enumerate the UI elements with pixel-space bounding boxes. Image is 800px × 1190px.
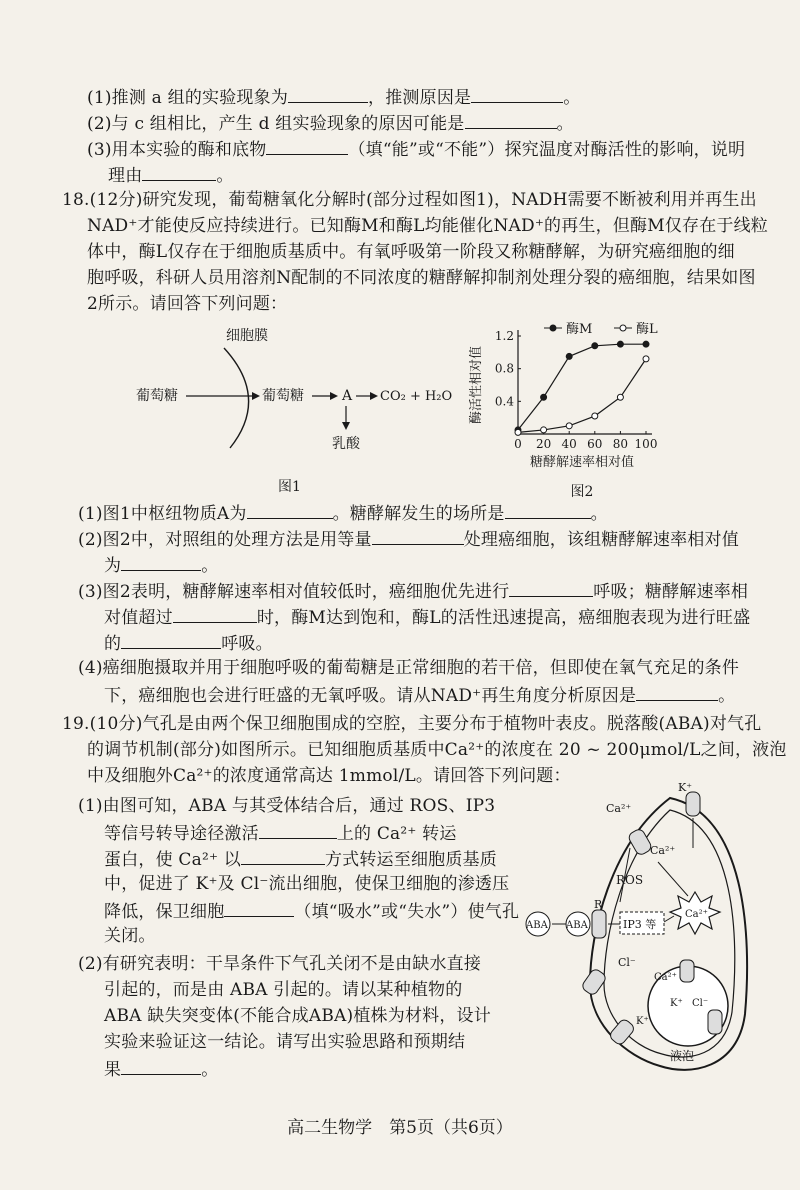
q18-sub3 [78,578,748,604]
text: 果 [104,1060,122,1080]
y-tick-label: 0.4 [494,394,514,409]
text: 降低，保卫细胞 [104,902,225,922]
legend-label: 酶L [636,322,658,337]
legend-marker [550,325,556,331]
text: (1)由图可知，ABA 与其受体结合后，通过 ROS、IP3 [78,796,496,816]
q18-sub4-cont [104,682,735,708]
text: 。 [201,1060,219,1080]
q19-sub2-l4 [104,1030,465,1054]
cl-vac-label: Cl⁻ [692,998,709,1009]
text: 呼吸。 [221,634,273,654]
figure-2-caption: 图2 [570,484,594,500]
ros-label: ROS [616,873,644,887]
text: (3)用本实验的酶和底物 [87,140,267,160]
ca-center-label: Ca²⁺ [685,909,708,920]
arrow-ip3 [664,916,674,922]
q18-line-2 [87,214,768,238]
data-point [643,341,649,347]
text: 下，癌细胞也会进行旺盛的无氧呼吸。请从NAD⁺再生角度分析原因是 [104,686,637,706]
x-axis-label: 糖酵解速率相对值 [529,455,635,470]
cl-channel [581,968,608,997]
x-tick-label: 40 [561,437,577,451]
legend-marker [620,325,626,331]
data-point [566,423,572,429]
text: 实验来验证这一结论。请写出实验思路和预期结 [104,1032,466,1052]
guard-cell-diagram [520,781,760,1084]
text: 呼吸；糖酵解速率相 [593,582,749,602]
text: 胞呼吸，科研人员用溶剂N配制的不同浓度的糖酵解抑制剂处理分裂的癌细胞，结果如图 [87,268,756,288]
page-footer: 高二生物学 第5页（共6页） [287,1118,513,1138]
lactate-label: 乳酸 [332,436,360,452]
x-tick-label: 60 [587,437,603,451]
data-point [541,394,547,400]
text: 。 [563,88,581,108]
q19-line-2 [87,738,787,762]
text: 上的 Ca²⁺ 转运 [336,824,457,844]
text: 处理癌细胞，该组糖酵解速率相对值 [463,530,739,550]
answer-blank[interactable] [241,846,325,865]
data-point [592,413,598,419]
q17-sub3 [87,136,745,162]
q18-sub4 [78,656,739,680]
answer-blank[interactable] [173,604,257,623]
receptor-label: R [594,898,603,911]
answer-blank[interactable] [509,578,593,597]
text: 。 [556,114,574,134]
data-point [541,427,547,433]
q19-sub1-l5 [104,898,519,924]
text: 。 [590,504,608,524]
q18-line-3 [87,240,735,264]
answer-blank[interactable] [121,630,221,649]
data-point [592,343,598,349]
k-out-label: K⁺ [678,781,693,794]
figure-1-caption: 图1 [278,479,301,495]
text: 中，促进了 K⁺及 Cl⁻流出细胞，使保卫细胞的渗透压 [104,874,510,894]
q19-sub1-l2 [104,820,457,846]
text: 2所示。请回答下列问题： [87,294,288,314]
glucose-inside: 葡萄糖 [262,388,304,404]
cell-membrane-curve [224,348,249,448]
q18-sub3-cont2 [104,630,273,656]
cl-label: Cl⁻ [618,956,636,969]
q19-line-3 [87,764,571,788]
q19-sub2-l3 [104,1004,491,1028]
answer-blank[interactable] [372,526,464,545]
data-point [643,356,649,362]
q18-sub2 [78,526,739,552]
aba-bound-label: ABA [566,920,588,931]
answer-blank[interactable] [121,552,201,571]
arrow-head [252,392,260,400]
text: NAD⁺才能使反应持续进行。已知酶M和酶L均能催化NAD⁺的再生，但酶M仅存在于线粒 [87,216,769,236]
x-tick-label: 100 [634,437,658,451]
x-tick-label: 20 [535,437,552,451]
text: 体中，酶L仅存在于细胞质基质中。有氧呼吸第一阶段又称糖酵解，为研究癌细胞的细 [87,242,735,262]
k-channel-bottom [608,1018,636,1047]
text: 的调节机制(部分)如图所示。已知细胞质基质中Ca²⁺的浓度在 20 ~ 200μmol/L之间，液泡 [87,740,787,760]
q19-sub1-l6 [104,924,156,948]
text: ABA 缺失突变体(不能合成ABA)植株为材料，设计 [104,1006,491,1026]
text: （填“能”或“不能”）探究温度对酶活性的影响，说明 [348,140,746,160]
q18-line-5 [87,292,287,316]
legend-label: 酶M [566,322,593,337]
aba-out-label: ABA [526,920,548,931]
text: (10分)气孔是由两个保卫细胞围成的空腔，主要分布于植物叶表皮。脱落酸(ABA)对气孔 [89,714,762,734]
answer-blank[interactable] [224,898,294,917]
data-point [617,394,623,400]
question-number: 19. [62,714,90,734]
q17-sub1 [87,84,580,110]
q18-line-4 [87,266,756,290]
text: 对值超过 [104,608,173,628]
ip3-label: IP3 等 [623,918,657,931]
y-tick-label: 1.2 [494,329,514,343]
q18-line-1 [62,188,757,212]
text: 引起的，而是由 ABA 引起的。请以某种植物的 [104,980,463,1000]
text: (2)图2中，对照组的处理方法是用等量 [78,530,372,550]
vacuole-label: 液泡 [670,1049,695,1063]
q18-sub1 [78,500,608,526]
answer-blank[interactable] [259,820,337,839]
answer-blank[interactable] [471,84,563,103]
ca-mid-label: Ca²⁺ [650,844,676,857]
data-point [515,429,521,435]
text: 蛋白，使 Ca²⁺ 以 [104,850,241,870]
text: (1)推测 a 组的实验现象为 [87,88,289,108]
question-number: 18. [62,190,90,210]
answer-blank[interactable] [266,136,348,155]
text: 时，酶M达到饱和，酶L的活性迅速提高，癌细胞表现为进行旺盛 [256,608,751,628]
text: 等信号转导途径激活 [104,824,259,844]
data-point [617,341,623,347]
y-tick-label: 0.8 [494,361,514,376]
text: 为 [104,556,122,576]
q18-sub2-cont [104,552,218,578]
answer-blank[interactable] [636,682,718,701]
answer-blank[interactable] [505,500,591,519]
x-tick-label: 0 [514,437,522,451]
arrow-ca [658,862,688,896]
vacuole-channel-2 [708,1010,722,1034]
co2-h2o: CO₂ + H₂O [380,389,453,404]
answer-blank[interactable] [288,84,368,103]
answer-blank[interactable] [247,500,333,519]
q19-sub1-l1 [78,794,495,818]
ca-top-label: Ca²⁺ [606,802,632,815]
text: 。 [718,686,736,706]
text: ，推测原因是 [368,88,472,108]
arrow-head [342,422,350,430]
metabolite-a: A [342,388,353,404]
q17-sub3-cont [108,162,234,188]
text: 。 [216,166,234,186]
text: （填“吸水”或“失水”）使气孔 [294,902,520,922]
text: 中及细胞外Ca²⁺的浓度通常高达 1mmol/L。请回答下列问题： [87,766,571,786]
k-channel-top [686,792,700,816]
q19-sub2-l5 [104,1056,218,1082]
ca-vac-label: Ca²⁺ [654,972,677,983]
q19-sub2-l2 [104,978,462,1002]
arrow-head [330,392,338,400]
answer-blank[interactable] [121,1056,201,1075]
text: 。 [201,556,219,576]
y-axis-label: 酶活性相对值 [469,345,484,425]
answer-blank[interactable] [465,110,557,129]
text: (4)癌细胞摄取并用于细胞呼吸的葡萄糖是正常细胞的若干倍，但即使在氧气充足的条件 [78,658,740,678]
text: (3)图2表明，糖酵解速率相对值较低时，癌细胞优先进行 [78,582,510,602]
text: (2)有研究表明：干旱条件下气孔关闭不是由缺水直接 [78,954,482,974]
glucose-outside: 葡萄糖 [136,388,178,404]
figure-2-chart [462,318,692,500]
vacuole-ca-channel [680,960,694,982]
data-point [566,353,572,359]
text: 方式转运至细胞质基质 [324,850,497,870]
q19-sub2-l1 [78,952,481,976]
text: 理由 [108,166,143,186]
receptor [592,910,606,938]
k-bottom-label: K⁺ [636,1016,649,1027]
q19-sub1-l3 [104,846,497,872]
text: 。糖酵解发生的场所是 [332,504,505,524]
figure-1 [130,318,453,498]
x-tick-label: 80 [612,437,629,451]
text: (1)图1中枢纽物质A为 [78,504,247,524]
arrow-head [370,392,378,400]
q19-sub1-l4 [104,872,509,896]
k-vac-label: K⁺ [670,998,683,1009]
membrane-label: 细胞膜 [226,328,268,344]
q19-line-1 [62,712,761,736]
text: (12分)研究发现，葡萄糖氧化分解时(部分过程如图1)，NADH需要不断被利用并再生出 [89,190,757,210]
answer-blank[interactable] [142,162,216,181]
text: 关闭。 [104,926,156,946]
series-line-enzyme-l [518,359,646,433]
text: (2)与 c 组相比，产生 d 组实验现象的原因可能是 [87,114,465,134]
q17-sub2 [87,110,574,136]
text: 的 [104,634,122,654]
q18-sub3-cont [104,604,750,630]
